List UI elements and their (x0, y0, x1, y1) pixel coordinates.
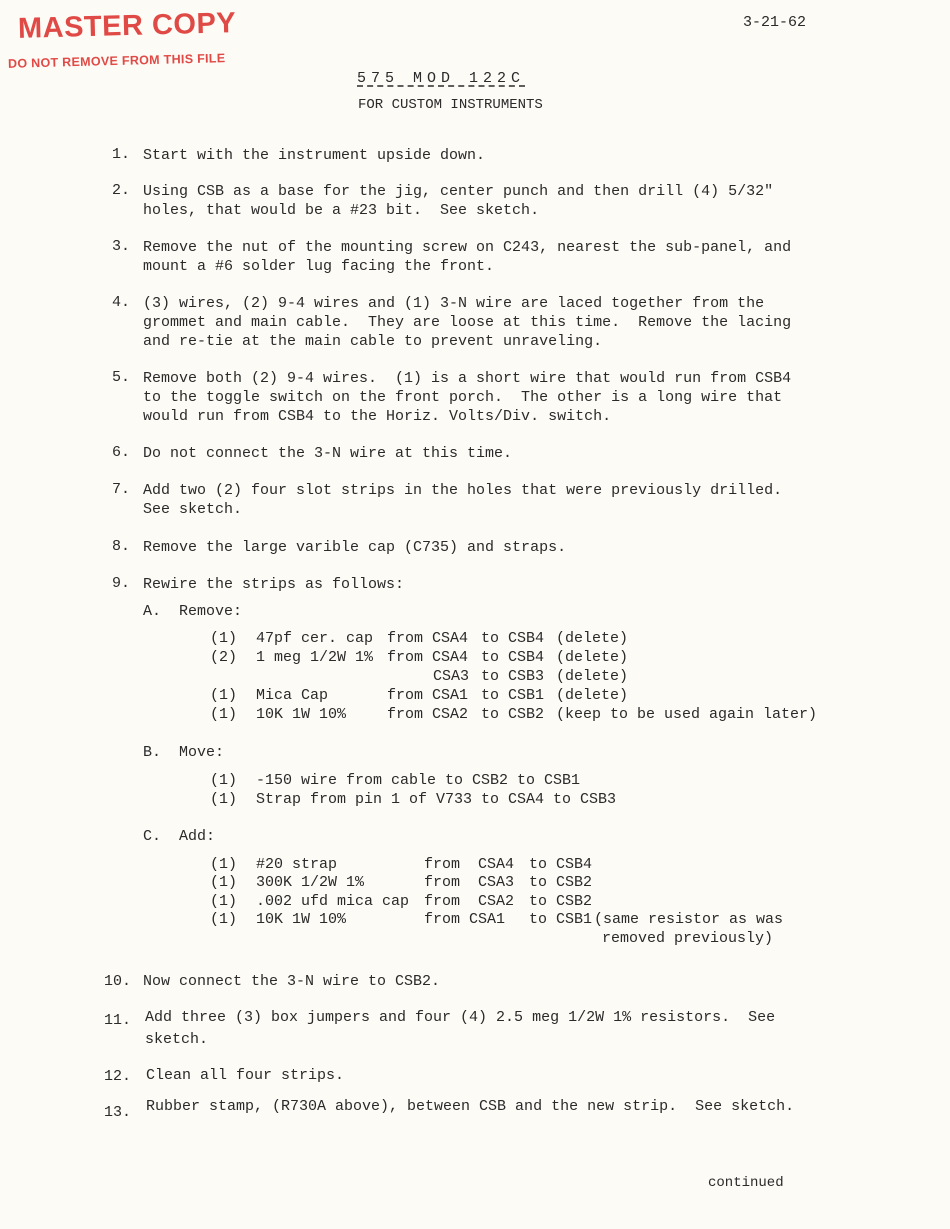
from: from CSA2 (424, 893, 515, 910)
part: 10K 1W 10% (256, 706, 347, 723)
step-text: (3) wires, (2) 9-4 wires and (1) 3-N wire are laced together from the (143, 295, 765, 312)
from: from CSA1 (424, 911, 506, 928)
step-number: 5. (111, 369, 130, 386)
qty: (1) (210, 687, 238, 704)
from: from CSA4 (387, 649, 469, 666)
from: CSA3 (433, 668, 470, 685)
note: (delete) (556, 687, 629, 704)
part: 47pf cer. cap (256, 630, 374, 647)
page-subtitle: FOR CUSTOM INSTRUMENTS (358, 97, 543, 113)
part: .002 ufd mica cap (256, 893, 410, 910)
note: (delete) (556, 668, 629, 685)
step-number: 3. (111, 238, 130, 255)
part: 300K 1/2W 1% (256, 874, 365, 891)
step-text: and re-tie at the main cable to prevent unraveling. (143, 333, 603, 350)
step-text: would run from CSB4 to the Horiz. Volts/Div. switch. (143, 408, 612, 425)
qty: (1) (210, 874, 238, 891)
step-number: 9. (111, 575, 130, 592)
to: to CSB4 (481, 649, 545, 666)
step-text: Using CSB as a base for the jig, center punch and then drill (4) 5/32" (143, 183, 774, 200)
qty: (1) (210, 791, 238, 808)
step-text: Remove the nut of the mounting screw on C243, nearest the sub-panel, and (143, 239, 792, 256)
move-text: Strap from pin 1 of V733 to CSA4 to CSB3 (256, 791, 617, 808)
section-b-label: B. Move: (143, 744, 225, 761)
qty: (2) (210, 649, 238, 666)
step-number: 7. (111, 481, 130, 498)
step-number: 1. (111, 146, 130, 163)
section-c-label: C. Add: (143, 828, 216, 845)
step-text: Remove both (2) 9-4 wires. (1) is a short wire that would run from CSB4 (143, 370, 792, 387)
step-number: 13. (104, 1104, 132, 1121)
part: #20 strap (256, 856, 338, 873)
step-text: Clean all four strips. (146, 1067, 345, 1084)
step-text: sketch. (145, 1031, 209, 1048)
step-text: mount a #6 solder lug facing the front. (143, 258, 495, 275)
note: (same resistor as was (594, 911, 784, 928)
step-number: 6. (111, 444, 130, 461)
step-text: Do not connect the 3-N wire at this time. (143, 445, 513, 462)
step-text: Remove the large varible cap (C735) and straps. (143, 539, 567, 556)
part: 1 meg 1/2W 1% (256, 649, 374, 666)
qty: (1) (210, 630, 238, 647)
step-text: grommet and main cable. They are loose at this time. Remove the lacing (143, 314, 792, 331)
from: from CSA3 (424, 874, 515, 891)
step-number: 12. (104, 1068, 132, 1085)
step-text: Now connect the 3-N wire to CSB2. (143, 973, 441, 990)
step-text: holes, that would be a #23 bit. See sketch. (143, 202, 540, 219)
note: (delete) (556, 630, 629, 647)
to: to CSB4 (481, 630, 545, 647)
document-date: 3-21-62 (743, 14, 807, 31)
master-copy-stamp: MASTER COPY (17, 7, 237, 45)
continued-label: continued (708, 1175, 784, 1191)
to: to CSB2 (529, 874, 593, 891)
note: (keep to be used again later) (556, 706, 818, 723)
to: to CSB1 (481, 687, 545, 704)
qty: (1) (210, 772, 238, 789)
step-text: Rewire the strips as follows: (143, 576, 405, 593)
step-number: 10. (104, 973, 132, 990)
step-text: Start with the instrument upside down. (143, 147, 486, 164)
move-text: -150 wire from cable to CSB2 to CSB1 (256, 772, 581, 789)
to: to CSB1 (529, 911, 593, 928)
stamp-subtext: DO NOT REMOVE FROM THIS FILE (7, 51, 226, 71)
to: to CSB2 (481, 706, 545, 723)
step-number: 11. (104, 1012, 132, 1029)
note: (delete) (556, 649, 629, 666)
qty: (1) (210, 911, 238, 928)
part: 10K 1W 10% (256, 911, 347, 928)
step-number: 2. (111, 182, 130, 199)
qty: (1) (210, 893, 238, 910)
part: Mica Cap (256, 687, 329, 704)
step-text: Add three (3) box jumpers and four (4) 2.5 meg 1/2W 1% resistors. See (145, 1009, 776, 1026)
step-number: 4. (111, 294, 130, 311)
to: to CSB3 (481, 668, 545, 685)
to: to CSB2 (529, 893, 593, 910)
step-text: to the toggle switch on the front porch. The other is a long wire that (143, 389, 783, 406)
step-text: Add two (2) four slot strips in the holes that were previously drilled. (143, 482, 783, 499)
from: from CSA2 (387, 706, 469, 723)
from: from CSA1 (387, 687, 469, 704)
section-a-label: A. Remove: (143, 603, 243, 620)
step-text: See sketch. (143, 501, 243, 518)
to: to CSB4 (529, 856, 593, 873)
step-text: Rubber stamp, (R730A above), between CSB and the new strip. See sketch. (146, 1098, 795, 1115)
note-continued: removed previously) (602, 930, 774, 947)
from: from CSA4 (387, 630, 469, 647)
qty: (1) (210, 856, 238, 873)
qty: (1) (210, 706, 238, 723)
step-number: 8. (111, 538, 130, 555)
from: from CSA4 (424, 856, 515, 873)
page-title: 575 MOD 122C (357, 70, 526, 87)
